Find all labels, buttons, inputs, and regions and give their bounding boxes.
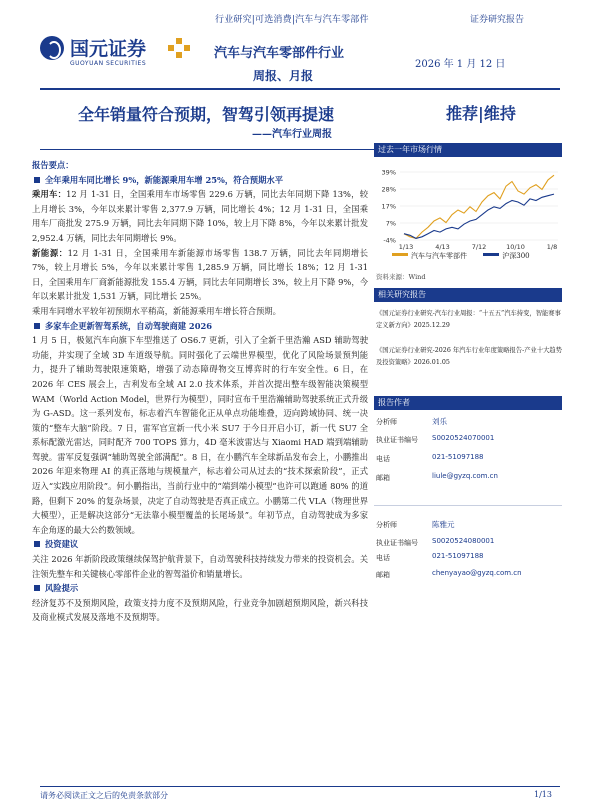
related-header-bar: 相关研究报告 — [374, 288, 562, 302]
x-tick-label: 1/8 — [546, 243, 558, 251]
para-summary: 乘用车同增水平较年初预期水平稍高，新能源乘用车增长符合预期。 — [32, 305, 281, 316]
analyst1-email[interactable]: liule@gyzq.com.cn — [432, 472, 498, 480]
y-tick-label: 39% — [381, 168, 396, 177]
x-tick-label: 7/12 — [471, 243, 487, 251]
logo-cn: 国元证券 — [70, 38, 147, 60]
chart-source: 资料来源：Wind — [376, 273, 426, 281]
page-number: 1/13 — [534, 790, 552, 799]
logo — [40, 34, 190, 74]
report-period: 周报、月报 — [253, 69, 314, 83]
analyst2-name: 陈雅元 — [432, 520, 455, 529]
related-report-1[interactable]: 《国元证券行业研究-汽车行业周报：“十五五”汽车持变，智能赛事定义新方向》2025.12.29 — [376, 310, 561, 329]
y-tick-label: -4% — [383, 236, 396, 245]
analyst1-cert: S0020524070001 — [432, 434, 495, 442]
analyst2-email[interactable]: chenyayao@gyzq.com.cn — [432, 569, 522, 577]
chart-legend — [392, 251, 530, 261]
x-tick-label: 1/13 — [398, 243, 414, 251]
bullet-square-icon — [34, 177, 40, 183]
analyst2-label: 分析师 — [376, 521, 397, 529]
para-risk: 经济复苏不及预期风险，政策支持力度不及预期风险，行业竞争加剧超预期风险，新兴科技及商业模式发展及落地不及预期等。 — [32, 597, 368, 623]
para-passenger: 乘用车：12 月 1-31 日，全国乘用车市场零售 229.6 万辆，同比去年同期下降 13%，较上月增长 3%，今年以来累计零售 2,377.9 万辆，同比增长 4%；12 月 1-31 日，全国乘用车厂商批发 275.9 万辆，同比去年同期下降 10%，较上月下降 8%，今年以来累计批发 2,952.4 万辆，同比去年同期增长 9%。 — [32, 189, 368, 243]
analyst2-cert-label: 执业证书编号 — [376, 539, 418, 547]
bullet-adas: 多家车企更新智驾系统，自动驾驶商建 2026 — [32, 319, 368, 334]
analyst1-phone: 021-51097188 — [432, 453, 484, 461]
para-adas: 1 月 5 日，极氪汽车向旗下车型推送了 OS6.7 更新，引入了全新千里浩瀚 ASD 辅助驾驶功能，并实现了全域 3D 车道级导航。同时强化了云端世界模型，优化了风险场景预判能力，提升了辅助驾驶限速策略，增强了动态障碍物交互博弈时的行车安全性。6 日，在 2026 年 CES 展会上，吉利发布全域 AI 2.0 技术体系，并首次提出整车级智能决策模型 WAM（World Action Model，世界行为模型），同时宣布千里浩瀚辅助驾驶系统正式升级为 G-ASD。这一系列发布，标志着汽车智能化正从单点功能堆叠，迈向跨域协同、统一决策的“整车大脑”阶段。7 日，雷军官宣新一代小米 SU7 于今日开启小订，新一代 SU7 全系标配激光雷达，同时配齐 700 TOPS 算力，4D 毫米波雷达与 Xiaomi HAD 端到端辅助驾驶。雷军反复强调“辅助驾驶全部满配”。8 日，在小鹏汽车全球新品发布会上，小鹏推出 2026 年迎来物理 AI 的真正落地与规模量产，标志着公司从过去的“技术探索阶段”，正式迈入“实践应用阶段”。何小鹏指出，当前行业中的“端到端小模型”也许可以跑通 80% 的道路，但剩下 20% 的复杂场景，决定了自动驾驶是否真正成立。小鹏第二代 VLA（物理世界大模型），正是解决这部分“无法靠小模型覆盖的长尾场景”。年初节点，自动驾驶成为多家车企角逐的最大公约数领域。 — [32, 335, 368, 535]
y-tick-label: 17% — [381, 202, 396, 211]
x-tick-label: 4/13 — [435, 243, 450, 251]
analyst1-cert-label: 执业证书编号 — [376, 436, 418, 444]
header-divider — [40, 88, 560, 90]
logo-dots-icon — [168, 38, 190, 58]
report-type: 证券研究报告 — [470, 15, 525, 25]
analyst-header-bar: 报告作者 — [374, 396, 562, 410]
report-date: 2026 年 1 月 12 日 — [415, 59, 506, 70]
bullet-invest: 投资建议 — [32, 537, 368, 552]
legend-swatch-auto — [392, 253, 408, 256]
analyst2-phone-label: 电话 — [376, 554, 390, 562]
para-nev: 新能源：12 月 1-31 日，全国乘用车新能源市场零售 138.7 万辆，同比去年同期增长 7%，较上月增长 5%，今年以来累计零售 1,285.9 万辆，同比增长 18%；12 月 1-31 日，全国乘用车厂商新能源批发 155.4 万辆，同比去年同期增长 3%，较上月下降 9%，今年以来累计批发 1,531 万辆，同比增长 25%。 — [32, 247, 368, 302]
rating: 推荐|维持 — [446, 104, 516, 123]
page-subtitle: ——汽车行业周报 — [252, 129, 332, 140]
footer-disclaimer: 请务必阅读正文之后的免责条款部分 — [40, 791, 168, 800]
report-body — [32, 158, 368, 625]
legend-swatch-hs300 — [483, 253, 499, 256]
y-tick-label: 28% — [381, 185, 396, 194]
legend-auto: 汽车与汽车零部件 — [392, 252, 467, 260]
x-tick-label: 10/10 — [506, 243, 525, 251]
footer-divider — [40, 786, 560, 787]
bullet-square-icon — [34, 323, 40, 329]
analyst1-label: 分析师 — [376, 418, 397, 426]
header-tags: 行业研究|可选消费|汽车与汽车零部件 — [215, 15, 369, 25]
analyst-divider — [374, 505, 562, 506]
bullet-risk: 风险提示 — [32, 581, 368, 596]
para-invest: 关注 2026 年新阶段政策继续保驾护航背景下，自动驾驶科技持续发力带来的投资机会。关注领先整车和关键核心零部件企业的智驾溢价和销量增长。 — [32, 554, 368, 579]
analyst1-name: 刘乐 — [432, 417, 447, 426]
analyst2-email-label: 邮箱 — [376, 571, 390, 579]
bullet-sales: 全年乘用车同比增长 9%，新能源乘用车增 25%，符合预期水平 — [32, 173, 368, 188]
legend-hs300: 沪深300 — [483, 252, 529, 260]
analyst1-email-label: 邮箱 — [376, 474, 390, 482]
y-tick-label: 7% — [385, 219, 396, 228]
series-line-0 — [404, 175, 554, 238]
series-line-1 — [404, 194, 554, 238]
bullet-square-icon — [34, 585, 40, 591]
analyst2-cert: S0020524080001 — [432, 537, 495, 545]
analyst2-phone: 021-51097188 — [432, 552, 484, 560]
related-report-2[interactable]: 《国元证券行业研究-2026 年汽车行业年度策略报告-产业十大趋势及投资策略》2026.01.05 — [376, 347, 563, 366]
logo-mark-icon — [40, 36, 64, 60]
bullet-square-icon — [34, 541, 40, 547]
chart-header-bar: 过去一年市场行情 — [374, 143, 562, 157]
logo-en: GUOYUAN SECURITIES — [70, 60, 147, 67]
analyst1-phone-label: 电话 — [376, 455, 390, 463]
summary-heading: 报告要点： — [32, 160, 74, 170]
page-title: 全年销量符合预期，智驾引领再提速 — [78, 105, 335, 124]
industry-title: 汽车与汽车零部件行业 — [214, 46, 345, 61]
